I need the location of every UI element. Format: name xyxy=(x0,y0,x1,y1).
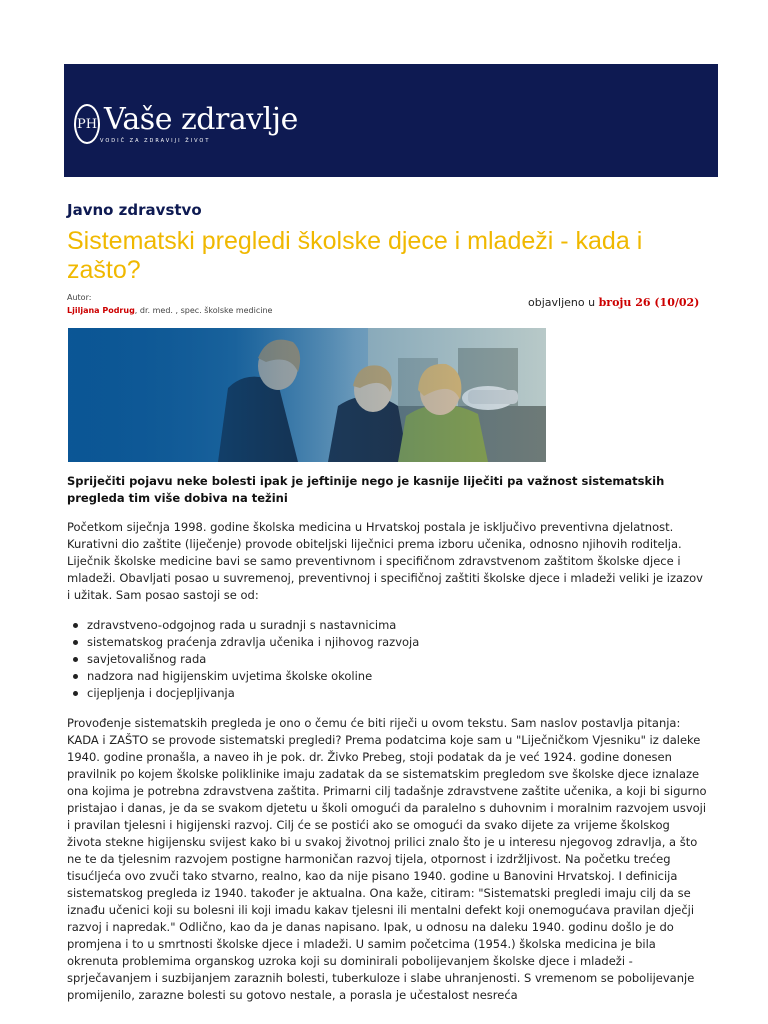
site-banner xyxy=(64,64,718,177)
logo-tagline: VODIČ ZA ZDRAVIJI ŽIVOT xyxy=(100,138,211,144)
logo-mark: PH xyxy=(74,104,100,144)
list-item: nadzora nad higijenskim uvjetima školske okoline xyxy=(67,668,419,685)
author-line xyxy=(67,306,272,315)
duties-list xyxy=(67,617,419,702)
list-item: cijepljenja i docjepljivanja xyxy=(67,685,419,702)
list-item: zdravstveno-odgojnog rada u suradnji s nastavnicima xyxy=(67,617,419,634)
issue-link[interactable]: broju 26 (10/02) xyxy=(598,296,700,309)
author-name-link[interactable]: Ljiljana Podrug xyxy=(67,306,135,315)
list-item: savjetovališnog rada xyxy=(67,651,419,668)
article-paragraph-2: Provođenje sistematskih pregleda je ono o čemu će biti riječi u ovom tekstu. Sam naslov postavlja pitanja: KADA i ZAŠTO se provode sistematski pregledi? Prema podatcima koje sam u "Liječničkom Vjesniku" iz daleke 1940. godine pronašla, a naveo ih je pok. dr. Živko Prebeg, stoji podatak da je već 1924. godine donesen pravilnik po kojem školske poliklinike imaju zadatak da se sistematskim pregledom sve školske djece iznalaze ona kojima je potrebna zdravstvena zaštita. Primarni cilj tadašnje zdravstvene zaštite učenika, a koji bi sigurno pristajao i danas, je da se svakom djetetu u školi omogući da paralelno s duhovnim i moralnim razvojem usvoji i pravilan tjelesni i higijenski razvoj. Cilj će se postići ako se omogući da svako dijete za vrijeme školskog života stekne higijensku svijest kako bi u svakoj životnoj prilici znalo što je u interesu njegovog zdravlja, a što ne te da tjelesnim razvojem postigne harmoničan razvoj tijela, otpornost i izdržljivost. Na početku trećeg tisućljeća ovo zvuči tako stvarno, realno, kao da nije pisano 1940. godine u Banovini Hrvatskoj. I definicija sistematskog pregleda iz 1940. također je aktualna. Ona kaže, citiram: "Sistematski pregledi imaju cilj da se iznađu učenici koji su bolesni ili koji imadu kakav tjelesni ili mentalni defekt koji onemogućava pravilan dječji razvoj i napredak." Odlično, kao da je danas napisano. Ipak, u odnosu na daleku 1940. godinu došlo je do promjena i to u smrtnosti školske djece i mladeži. U samim početcima (1954.) školska medicina je bila okrenuta problemima organskog uzroka koji su dominirali pobolijevanjem školske djece i mladeži - sprječavanjem i suzbijanjem zaraznih bolesti, tuberkuloze i slabe uhranjenosti. S vremenom se pobolijevanje promijenilo, zarazne bolesti su gotovo nestale, a porasla je učestalost nesreća xyxy=(67,716,707,1002)
author-label: Autor: xyxy=(67,293,92,302)
article-lead: Spriječiti pojavu neke bolesti ipak je jeftinije nego je kasnije liječiti pa važnost sistematskih pregleda tim više dobiva na težini xyxy=(67,474,665,505)
list-item: sistematskog praćenja zdravlja učenika i njihovog razvoja xyxy=(67,634,419,651)
article-photo xyxy=(68,328,546,462)
published-prefix: objavljeno u xyxy=(528,296,599,309)
article-title: Sistematski pregledi školske djece i mladeži - kada i zašto? xyxy=(67,227,643,284)
section-heading[interactable]: Javno zdravstvo xyxy=(67,201,202,219)
schoolgirls-photo xyxy=(68,328,546,462)
article-paragraph-1: Početkom siječnja 1998. godine školska medicina u Hrvatskoj postala je isključivo preventivna djelatnost. Kurativni dio zaštite (liječenje) provode obiteljski liječnici prema izboru učenika, odnosno njihovih roditelja. Liječnik školske medicine bavi se samo preventivnom i specifičnom zdravstvenom zaštitom školske djece i mladeži. Obavljati posao u suvremenoj, preventivnoj i specifičnoj zaštiti školske djece i mladeži veliki je izazov i užitak. Sam posao sastoji se od: xyxy=(67,520,703,602)
logo-name: Vaše zdravlje xyxy=(104,102,298,137)
author-credentials: , dr. med. , spec. školske medicine xyxy=(134,306,273,315)
published-info xyxy=(528,296,699,309)
